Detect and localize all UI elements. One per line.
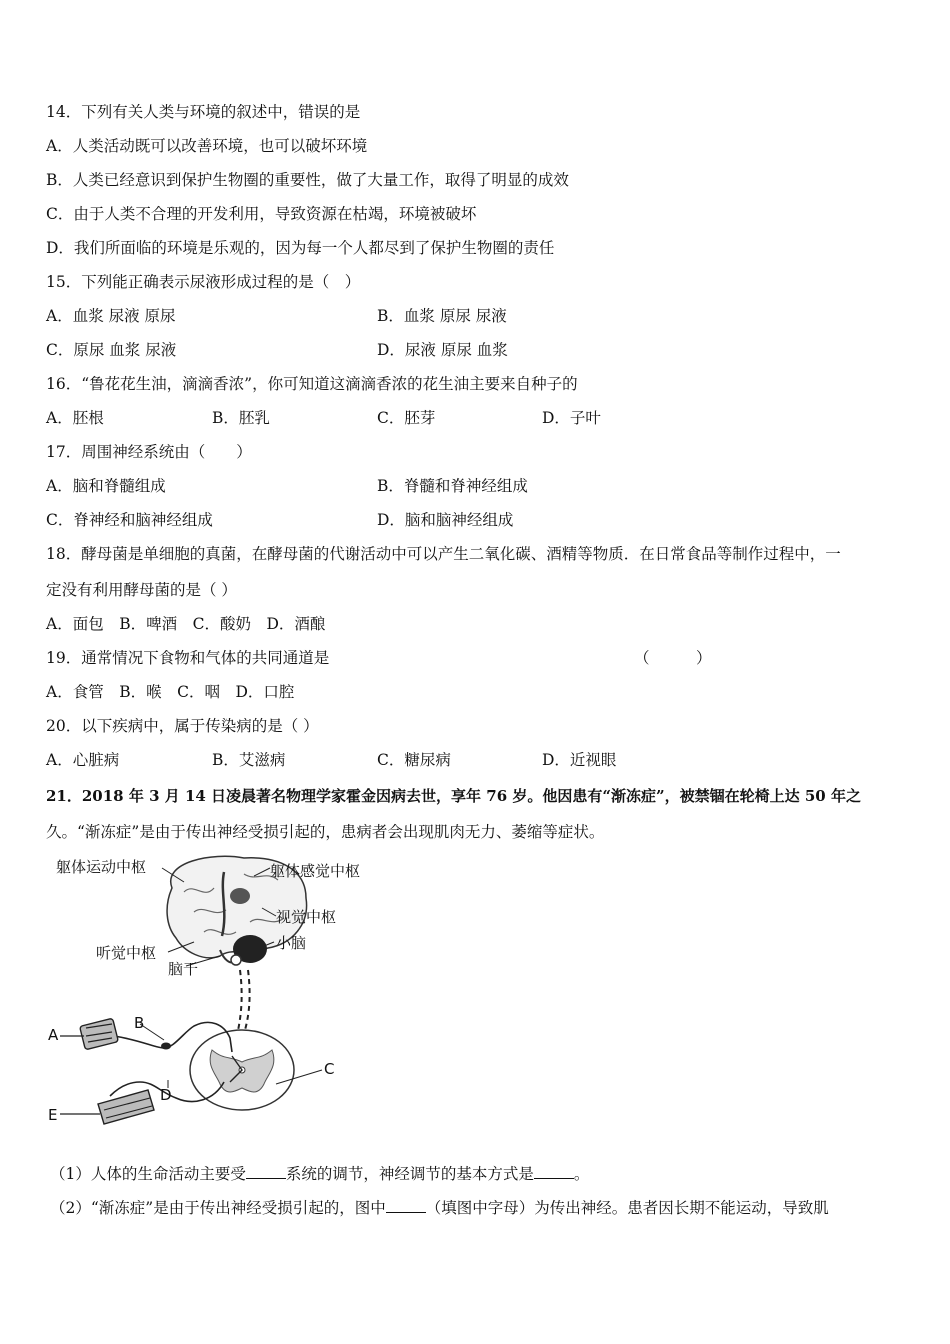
q19-stem: 19．通常情况下食物和气体的共同通道是 — [46, 649, 330, 667]
q15-option-a: A．血浆 尿液 原尿 — [46, 307, 176, 325]
q20-stem: 20．以下疾病中，属于传染病的是（ ） — [46, 717, 319, 735]
answer-blank-2[interactable] — [534, 1164, 574, 1179]
q15-option-b: B．血浆 原尿 尿液 — [377, 307, 507, 325]
q16-stem: 16．“鲁花花生油，滴滴香浓”，你可知道这滴滴香浓的花生油主要来自种子的 — [46, 375, 578, 393]
q16-option-a: A．胚根 — [46, 409, 104, 427]
label-motor-center: 躯体运动中枢 — [56, 858, 147, 876]
q21-sub1-text-c: 。 — [573, 1165, 590, 1183]
q18-stem-line2: 定没有利用酵母菌的是（ ） — [46, 581, 237, 599]
q16-option-c: C．胚芽 — [377, 409, 436, 427]
q21-sub2-text-b: （填图中字母）为传出神经。患者因长期不能运动，导致肌 — [425, 1199, 829, 1217]
q17-option-c: C．脊神经和脑神经组成 — [46, 511, 213, 529]
q21-subquestion-2 — [50, 1198, 829, 1218]
q17-option-d: D．脑和脑神经组成 — [377, 511, 514, 529]
q20-option-d: D．近视眼 — [542, 751, 617, 769]
q17-option-b: B．脊髓和脊神经组成 — [377, 477, 528, 495]
q14-stem: 14．下列有关人类与环境的叙述中，错误的是 — [46, 103, 361, 121]
q14-option-c: C．由于人类不合理的开发利用，导致资源在枯竭，环境被破坏 — [46, 205, 477, 223]
q19-answer-paren: （ ） — [634, 649, 712, 667]
q18-stem-line1: 18．酵母菌是单细胞的真菌，在酵母菌的代谢活动中可以产生二氧化碳、酒精等物质．在日常食品等制作过程中，一 — [46, 545, 841, 563]
label-a: A — [48, 1026, 59, 1044]
q17-option-a: A．脑和脊髓组成 — [46, 477, 166, 495]
q20-option-c: C．糖尿病 — [377, 751, 451, 769]
label-auditory-center: 听觉中枢 — [96, 944, 157, 962]
effector-muscle-shape — [98, 1090, 154, 1124]
answer-blank-3[interactable] — [386, 1198, 426, 1213]
q21-subquestion-1 — [50, 1164, 589, 1184]
q15-option-d: D．尿液 原尿 血浆 — [377, 341, 508, 359]
ganglion-shape — [161, 1043, 171, 1050]
label-d: D — [160, 1086, 172, 1104]
q21-sub2-text-a: （2）“渐冻症”是由于传出神经受损引起的，图中 — [50, 1199, 386, 1217]
label-brainstem: 脑干 — [168, 960, 199, 978]
q20-option-a: A．心脏病 — [46, 751, 120, 769]
label-c: C — [324, 1060, 335, 1078]
label-cerebellum: 小脑 — [276, 934, 307, 952]
q16-option-d: D．子叶 — [542, 409, 601, 427]
q14-option-d: D．我们所面临的环境是乐观的，因为每一个人都尽到了保护生物圈的责任 — [46, 239, 555, 257]
q14-option-b: B．人类已经意识到保护生物圈的重要性，做了大量工作，取得了明显的成效 — [46, 171, 569, 189]
q16-option-b: B．胚乳 — [212, 409, 270, 427]
q19-options: A．食管 B．喉 C．咽 D．口腔 — [46, 683, 295, 701]
q18-options: A．面包 B．啤酒 C．酸奶 D．酒酿 — [46, 615, 326, 633]
q21-stem-line1: 21．2018 年 3 月 14 日凌晨著名物理学家霍金因病去世，享年 76 岁。他因患有“渐冻症”，被禁锢在轮椅上达 50 年之 — [46, 787, 861, 805]
q14-option-a: A．人类活动既可以改善环境，也可以破坏环境 — [46, 137, 368, 155]
label-visual-center: 视觉中枢 — [276, 908, 337, 926]
label-sensory-center: 躯体感觉中枢 — [270, 862, 361, 880]
q21-sub1-text-a: （1）人体的生命活动主要受 — [50, 1165, 246, 1183]
q15-option-c: C．原尿 血浆 尿液 — [46, 341, 177, 359]
label-b: B — [134, 1014, 145, 1032]
q15-stem: 15．下列能正确表示尿液形成过程的是（ ） — [46, 273, 361, 291]
nervous-system-figure — [44, 852, 384, 1142]
q21-stem-line2: 久。“渐冻症”是由于传出神经受损引起的，患病者会出现肌肉无力、萎缩等症状。 — [46, 823, 605, 841]
q17-stem: 17．周围神经系统由（ ） — [46, 443, 252, 461]
label-e: E — [48, 1106, 58, 1124]
answer-blank-1[interactable] — [246, 1164, 286, 1179]
q20-option-b: B．艾滋病 — [212, 751, 286, 769]
receptor-skin-shape — [80, 1018, 119, 1050]
q21-sub1-text-b: 系统的调节，神经调节的基本方式是 — [285, 1165, 534, 1183]
